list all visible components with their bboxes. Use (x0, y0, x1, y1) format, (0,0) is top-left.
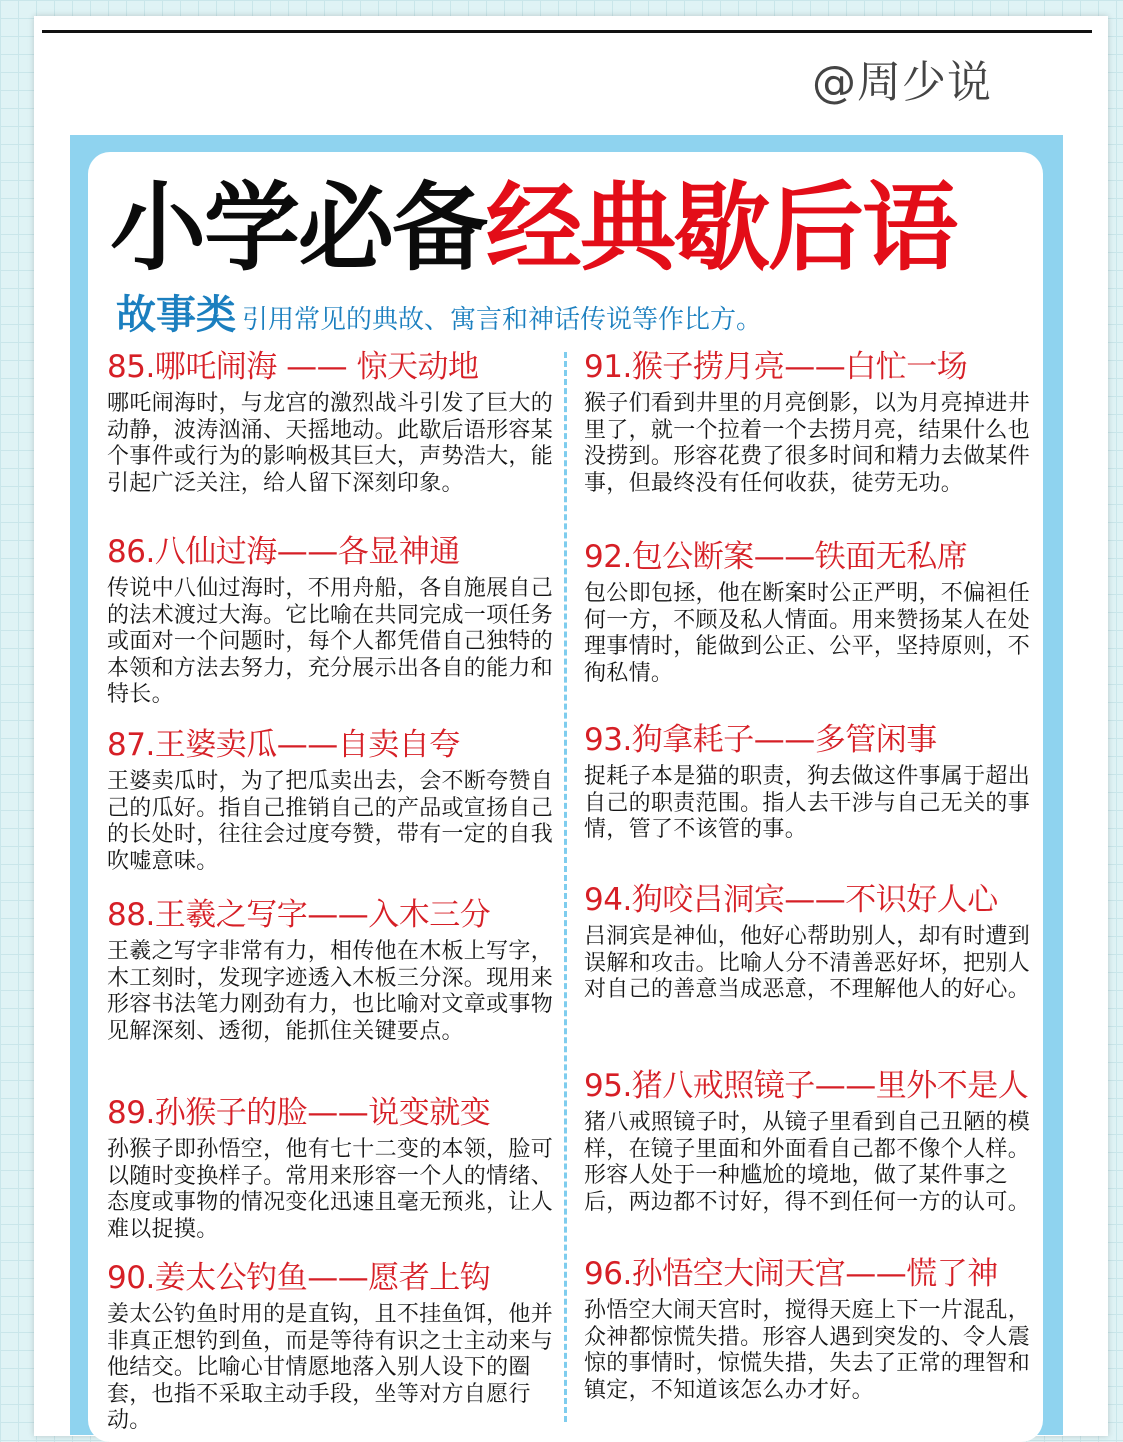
category-subtitle (116, 290, 762, 340)
entry-explanation: 孙悟空大闹天宫时，搅得天庭上下一片混乱，众神都惊慌失措。形容人遇到突发的、令人震惊的事情时，惊慌失措，失去了正常的理智和镇定，不知道该怎么办才好。 (584, 1298, 1031, 1403)
entry-explanation: 姜太公钓鱼时用的是直钩，且不挂鱼饵，他并非真正想钓到鱼，而是等待有识之士主动来与他结交。比喻心甘情愿地落入别人设下的圈套，也指不采取主动手段，坐等对方自愿行动。 (107, 1302, 554, 1433)
entry-explanation: 猴子们看到井里的月亮倒影，以为月亮掉进井里了，就一个拉着一个去捞月亮，结果什么也没捞到。形容花费了很多时间和精力去做某件事，但最终没有任何收获，徒劳无功。 (584, 391, 1031, 496)
entry-explanation: 哪吒闹海时，与龙宫的激烈战斗引发了巨大的动静，波涛汹涌、天摇地动。此歇后语形容某个事件或行为的影响极其巨大，声势浩大，能引起广泛关注，给人留下深刻印象。 (107, 391, 554, 496)
entry-heading: 93.狗拿耗子——多管闲事 (584, 722, 937, 758)
top-rule (42, 30, 1092, 33)
entry-explanation: 传说中八仙过海时，不用舟船，各自施展自己的法术渡过大海。它比喻在共同完成一项任务或面对一个问题时，每个人都凭借自己独特的本领和方法去努力，充分展示出各自的能力和特长。 (107, 576, 554, 707)
category-description: 引用常见的典故、寓言和神话传说等作比方。 (242, 305, 763, 335)
entry-85 (107, 347, 557, 497)
entry-91 (584, 347, 1034, 497)
entry-heading: 95.猪八戒照镜子——里外不是人 (584, 1068, 1029, 1104)
entry-heading: 91.猴子捞月亮——白忙一场 (584, 349, 968, 385)
title-part-black: 小学必备 (110, 172, 486, 284)
entry-heading: 87.王婆卖瓜——自卖自夸 (107, 727, 460, 763)
entry-95 (584, 1066, 1034, 1216)
author-watermark: @周少说 (812, 57, 992, 108)
entry-89 (107, 1093, 557, 1243)
entry-explanation: 王羲之写字非常有力，相传他在木板上写字，木工刻时，发现字迹透入木板三分深。现用来形容书法笔力刚劲有力，也比喻对文章或事物见解深刻、透彻，能抓住关键要点。 (107, 939, 554, 1044)
entry-explanation: 孙猴子即孙悟空，他有七十二变的本领，脸可以随时变换样子。常用来形容一个人的情绪、态度或事物的情况变化迅速且毫无预兆，让人难以捉摸。 (107, 1137, 554, 1242)
entry-heading: 85.哪吒闹海 —— 惊天动地 (107, 349, 479, 385)
entry-explanation: 吕洞宾是神仙，他好心帮助别人，却有时遭到误解和攻击。比喻人分不清善恶好坏，把别人对自己的善意当成恶意，不理解他人的好心。 (584, 924, 1031, 1002)
entry-heading: 90.姜太公钓鱼——愿者上钩 (107, 1260, 491, 1296)
entry-explanation: 猪八戒照镜子时，从镜子里看到自己丑陋的模样，在镜子里面和外面看自己都不像个人样。形容人处于一种尴尬的境地，做了某件事之后，两边都不讨好，得不到任何一方的认可。 (584, 1110, 1031, 1215)
entry-heading: 89.孙猴子的脸——说变就变 (107, 1095, 491, 1131)
entry-88 (107, 895, 557, 1045)
category-label: 故事类 (116, 292, 236, 338)
entry-explanation: 包公即包拯，他在断案时公正严明，不偏袒任何一方，不顾及私人情面。用来赞扬某人在处理事情时，能做到公正、公平，坚持原则，不徇私情。 (584, 581, 1031, 686)
entry-explanation: 捉耗子本是猫的职责，狗去做这件事属于超出自己的职责范围。指人去干涉与自己无关的事情，管了不该管的事。 (584, 764, 1031, 842)
entry-explanation: 王婆卖瓜时，为了把瓜卖出去，会不断夸赞自己的瓜好。指自己推销自己的产品或宣扬自己的长处时，往往会过度夸赞，带有一定的自我吹嘘意味。 (107, 769, 554, 874)
entry-93 (584, 720, 1034, 844)
entry-96 (584, 1254, 1034, 1404)
entry-87 (107, 725, 557, 875)
entry-heading: 94.狗咬吕洞宾——不识好人心 (584, 882, 998, 918)
entry-86 (107, 532, 557, 709)
entry-heading: 92.包公断案——铁面无私席 (584, 539, 968, 575)
entry-heading: 86.八仙过海——各显神通 (107, 534, 460, 570)
entry-heading: 88.王羲之写字——入木三分 (107, 897, 491, 933)
title-part-red: 经典歇后语 (486, 172, 956, 284)
column-divider (564, 352, 567, 1422)
entry-90 (107, 1258, 557, 1435)
entry-92 (584, 537, 1034, 687)
entry-94 (584, 880, 1034, 1004)
entry-heading: 96.孙悟空大闹天宫——慌了神 (584, 1256, 998, 1292)
page-title (110, 168, 1030, 288)
